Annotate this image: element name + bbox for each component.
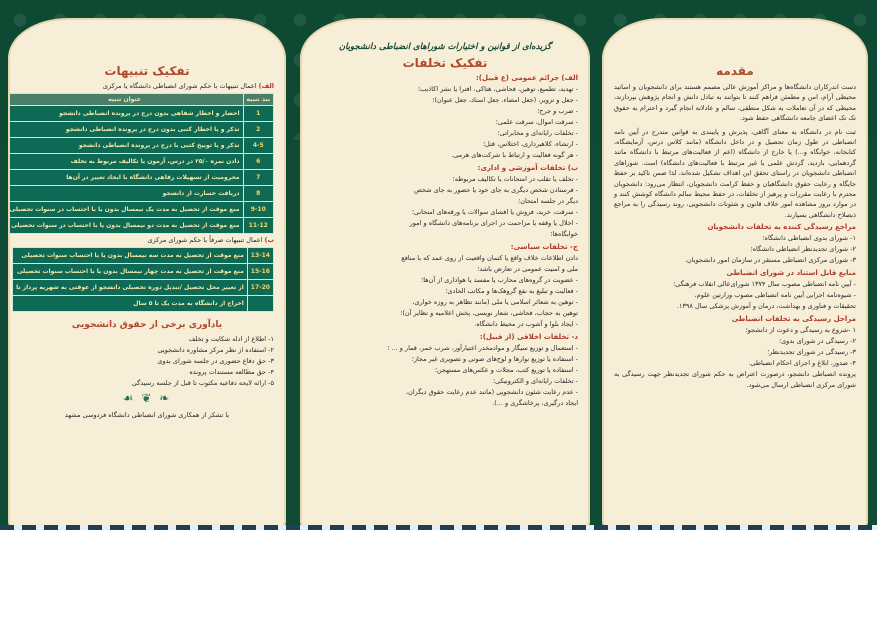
panel-violations [300,18,590,528]
list-item: ۱ -شروع به رسیدگی و دعوت از دانشجو؛ [745,326,856,335]
clause-number: 9-10 [243,202,274,218]
penalty-title: منع موقت از تحصیل به مدت یک نیمسال بدون یا با احتساب در سنوات تحصیلی [8,202,243,218]
table-row [8,154,274,170]
clause-number: 6 [243,154,274,170]
list-item: - استفاده یا توزیع کتب، مجلات و عکس‌های مستهجن؛ [434,366,578,374]
list-item: ۲- استفاده از نظر مرکز مشاوره دانشجویی [157,346,274,354]
list-item: - تخلفات رایانه‌ای و الکترونیکی؛ [492,377,578,385]
table-row [13,248,274,264]
list-item: - تخلفات رایانه‌ای و مخابراتی؛ [497,129,578,137]
list-item: ۲- رسیدگی در شورای بدوی؛ [779,337,856,346]
list-item: - سرقت، خرید، فروش یا افشای سوالات یا ورقه‌های امتحانی؛ [411,208,578,216]
section-heading: د- تخلفات اخلاقی (از قبیل): [479,333,578,341]
list-item: - شیوه‌نامه اجرایی آیین نامه انضباطی مصوب وزارتین علوم، [694,291,856,300]
clause-number: 13-14 [247,248,273,264]
clause-number [247,296,273,312]
authorities-list [614,233,856,266]
list-item: - جعل و تزویر، (جعل امضاء، جعل اسناد، جعل عنوان)؛ [432,96,578,104]
panel-title: تفکیک تخلفات [402,56,488,70]
list-item: - ضرب و جرح؛ [537,107,578,115]
clause-number: 15-16 [247,264,273,280]
penalty-title: منع موقت از تحصیل به مدت چهار نیمسال بدون یا با احتساب سنوات تحصیلی [13,264,248,280]
clause-number: 11-12 [243,218,274,234]
penalties-table-a [8,93,274,234]
list-item: ۳- حق دفاع حضوری در جلسه شورای بدوی [157,357,274,365]
violation-sections [312,74,578,409]
section-heading-authorities: مراجع رسیدگی کننده به تخلفات دانشجویان [707,223,856,232]
table-row [8,186,274,202]
closing-paragraph: پرونده انضباطی دانشجو، درصورت اعتراض به حکم شورای تجدیدنظر جهت رسیدگی به شورای مرکزی انضباطی ارسال می‌شود. [614,370,856,389]
penalty-title: احضار و اخطار شفاهی بدون درج در پرونده انضباطی دانشجو [8,106,243,122]
list-item: ۱- شورای بدوی انضباطی دانشگاه؛ [762,234,856,243]
section-a-heading: الف) اعمال تنبیهات با حکم شورای انضباطی دانشگاه یا مرکزی [102,82,274,90]
enrollment-paragraph: ثبت نام در دانشگاه به معنای آگاهی، پذیرش و پایبندی به قوانین مندرج در آیین نامه انضباطی در طول زمان تحصیل و در داخل دانشگاه (مانند کلاس درس، آزمایشگاه، کتابخانه، خوابگاه و...) یا خارج از دانشگاه (اعم از فعالیت‌های مرتبط با دانشگاه مانند گردهمایی، بازدید، گردش علمی یا غیر مرتبط با فعالیت‌های دانشگاه) است. شوراهای انضباطی دانشجویان در راستای تحقق این اهداف تشکیل شده‌اند، لذا ضمن تاکید بر حفظ جایگاه و رعایت حقوق دانشگاهیان و حفظ کرامت دانشجویان، انتظار می‌رود: دانشجویان محترم با رعایت مقررات و پرهیز از تخلفات، در حفظ محیط سالم دانشگاه کوشش کنند و در موارد بروز مشاهده امور خلاف قانون و شئونات دانشجویی، روند رسیدگی را به مراجع ذیصلاح دانشگاهی بسپارند. [614,127,856,219]
list-item: ۳- شورای مرکزی انضباطی مستقر در سازمان امور دانشجویان. [684,256,856,265]
list-item: - ایجاد بلوا و آشوب در محیط دانشگاه. [474,320,578,328]
penalties-table-b [12,247,274,312]
section-heading-sources: منابع قابل استناد در شورای انضباطی [726,269,856,278]
list-item: خوابگاه‌ها؛ [550,230,578,238]
decorative-bottom-strip [0,525,877,530]
table-header-title: عنوان تنبیه [8,94,243,106]
section-lines [312,343,578,409]
penalty-title: منع موقت از تحصیل به مدت سه نیمسال بدون یا با احتساب سنوات تحصیلی [13,248,248,264]
list-item: - استعمال و توزیع سیگار و موادمخدر اعتیارآور، شرب خمر، قمار و ... ؛ [387,344,578,352]
table-row [13,296,274,312]
list-item: - استفاده یا توزیع نوارها و لوح‌های صوتی و تصویری غیر مجاز؛ [411,355,578,363]
list-item: ۳- رسیدگی در شورای تجدیدنظر؛ [767,348,856,357]
clause-number: 4-5 [243,138,274,154]
section-heading: ج- تخلفات سیاسی: [510,243,578,251]
arch-top [614,20,856,60]
list-item: توهین به حجاب، فحاشی، شعار نویسی، پخش اعلامیه و نظایر آن)؛ [400,309,578,317]
panel-title: مقدمه [716,64,754,78]
list-item: تحقیقات و فناوری و بهداشت، درمان و آموزش پزشکی سال ۱۳۹۸. [676,302,856,311]
list-item: ۲- شورای تجدیدنظر انضباطی دانشگاه؛ [750,245,856,254]
list-item: - هر گونه فعالیت و ارتباط با شرکت‌های هرمی. [451,151,578,159]
table-row [8,202,274,218]
rights-list [20,334,274,389]
list-item: ۴- صدور، ابلاغ و اجرای احکام انضباطی. [748,359,856,368]
list-item: ۱- اطلاع از ادله شکایت و تخلف [188,335,274,343]
ornament-divider: ❧ ❦ ☙ [122,391,172,405]
penalty-title: دریافت خسارت از دانشجو [8,186,243,202]
table-row [8,170,274,186]
list-item: - تخلف یا تقلب در امتحانات یا تکالیف مربوطه؛ [452,175,578,183]
list-item: ۴- حق مطالعه مستندات پرونده [189,368,274,376]
stages-list [614,325,856,369]
list-item: - سرقت اموال، سرقت علمی؛ [495,118,578,126]
table-row [13,280,274,296]
section-heading: ب) تخلفات آموزشی و اداری: [477,164,578,172]
list-item: - ارتشاء، کلاهبرداری، اختلاس، قتل؛ [482,140,578,148]
list-item: دیگر در جلسه امتحان؛ [518,197,578,205]
list-item: - تهدید، تطمیع، توهین، فحاشی، هتاکی، افترا یا نشر اکاذیب؛ [417,85,578,93]
penalty-title: اخراج از دانشگاه به مدت یک تا ۵ سال [13,296,248,312]
list-item: دادن اطلاعات خلاف واقع یا کتمان واقعیت از روی عمد که با منافع [401,254,578,262]
penalty-title: تذکر و یا اخطار کتبی بدون درج در پرونده انضباطی دانشجو [8,122,243,138]
section-heading: الف) جرائم عمومی (ع قبیل): [475,74,578,82]
table-row [8,138,274,154]
panel-penalties [8,18,286,528]
section-lines [312,174,578,240]
clause-number: 2 [243,122,274,138]
section-heading-stages: مراحل رسیدگی به تخلفات انضباطی [731,315,856,324]
clause-number: 7 [243,170,274,186]
banner-title: گزیده‌ای از قوانین و اختیارات شوراهای انضباطی دانشجویان [338,42,552,52]
table-row [8,106,274,122]
intro-paragraph: دست اندرکاران دانشگاه‌ها و مراکز آموزش عالی مصمم هستند برای دانشجویان و اساتید محیطی آرام، امن و مطمئن فراهم کنند تا بتوانند به تبادل دانش و انجام پژوهش بپردازند، محیطی که در آن تعاملات به شکل منطقی، سالم و عادلانه انجام گیرد و احترام به حقوق تک تک اعضای جامعه دانشگاهی حفظ شود. [614,83,856,123]
clause-number: 17-20 [247,280,273,296]
list-item: - فعالیت و تبلیغ به نفع گروهک‌ها و مکاتب الحادی؛ [445,287,578,295]
list-item: - عضویت در گروه‌های محارب یا مفسد یا هواداری از آن‌ها؛ [421,276,578,284]
list-item: ملی و امنیت عمومی در تعارض باشد؛ [477,265,578,273]
list-item: - عدم رعایت شئون دانشجویی (مانند عدم رعایت حقوق دیگران، [405,388,578,396]
panel-introduction [602,18,868,528]
table-row [8,122,274,138]
clause-number: 1 [243,106,274,122]
table-row [8,218,274,234]
penalty-title: از تغییر محل تحصیل /تبدیل دوره تحصیلی دانشجو از عوقتی به شهریه پرداز تا [13,280,248,296]
list-item: - توهین به شعائر اسلامی یا ملی (مانند تظاهر به روزه خواری، [412,298,578,306]
rights-title: یادآوری برخی از حقوق دانشجویی [71,320,223,330]
list-item: ایجاد درگیری، پرخاشگری و ...). [492,399,578,407]
section-b-heading: ب) اعمال تنبیهات صرفاً با حکم شورای مرکزی [147,236,274,244]
penalty-title: تذکر و یا توبیخ کتبی با درج در پرونده انضباطی دانشجو [8,138,243,154]
penalty-title: منع موقت از تحصیل به مدت دو نیمسال بدون یا با احتساب در سنوات تحصیلی [8,218,243,234]
list-item: - فرستادن شخص دیگری به جای خود یا حضور به جای شخص [414,186,578,194]
clause-number: 8 [243,186,274,202]
panel-title: تفکیک تنبیهات [104,64,190,78]
penalty-title: محرومیت از تسهیلات رفاهی دانشگاه با ایجاد تغییر در آن‌ها [8,170,243,186]
section-lines [312,253,578,330]
sources-list [614,279,856,312]
list-item: - اخلال یا وقفه یا مزاحمت در اجرای برنامه‌های دانشگاه و امور [409,219,578,227]
table-header-clause: بند تنبیه [243,94,274,106]
table-row [13,264,274,280]
list-item: - آیین نامه انضباطی مصوب سال ۱۳۷۴ شورای‌عالی انقلاب فرهنگی؛ [673,280,856,289]
arch-top [20,20,274,60]
section-lines [312,84,578,161]
footer-thanks: با تشکر از همکاری شورای انضباطی دانشگاه فردوسی مشهد [64,411,230,419]
penalty-title: دادن نمره ۲۵/۰ در درس، آزمون یا تکالیف مربوط به تخلف [8,154,243,170]
list-item: ۵- ارائه لایحه دفاعیه مکتوب تا قبل از جلسه رسیدگی [131,379,274,387]
